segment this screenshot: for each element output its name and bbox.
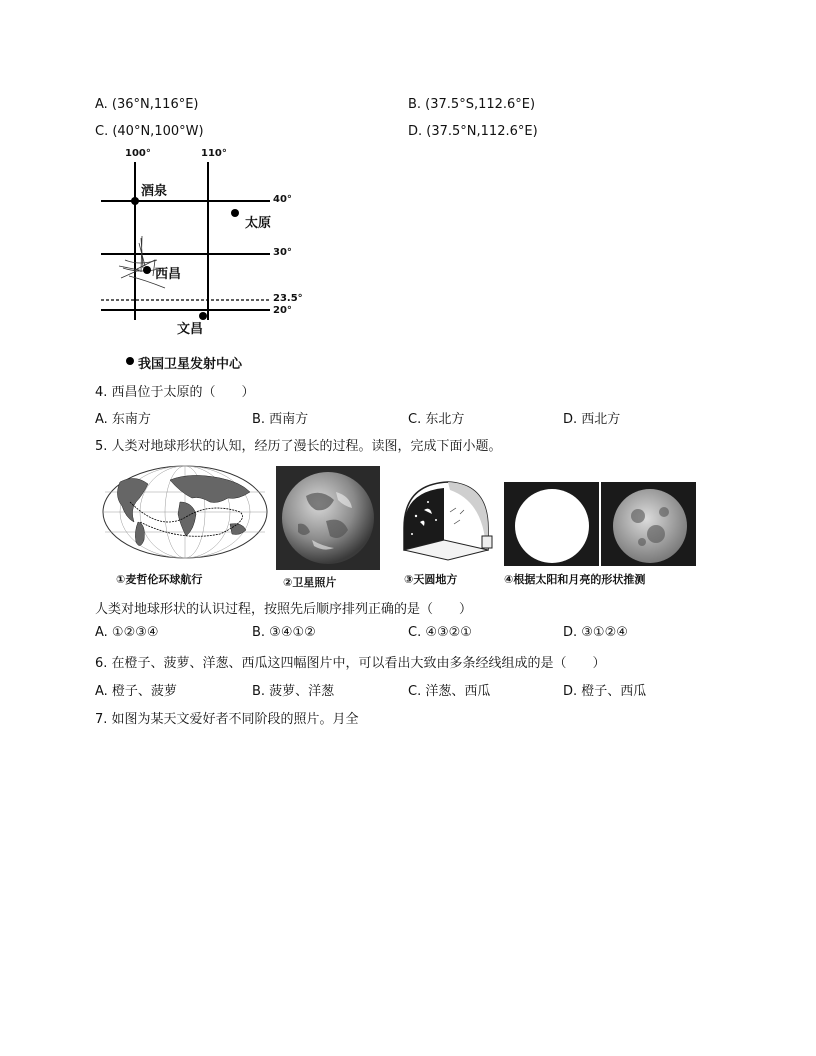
lat-label-30: 30° bbox=[273, 247, 292, 258]
lon-label-110: 110° bbox=[201, 148, 227, 159]
figure-sun-moon bbox=[504, 482, 696, 566]
q4-stem: 4. 西昌位于太原的（ ） bbox=[95, 385, 255, 400]
launch-center-map bbox=[95, 148, 310, 373]
city-xichang: 西昌 bbox=[155, 267, 182, 282]
q4-option-a: A. 东南方 bbox=[95, 412, 151, 427]
caption-1: ①麦哲伦环球航行 bbox=[116, 573, 203, 586]
caption-2: ②卫星照片 bbox=[283, 576, 337, 589]
q5-stem: 人类对地球形状的认识过程，按照先后顺序排列正确的是（ ） bbox=[95, 602, 473, 617]
caption-3: ③天圆地方 bbox=[404, 573, 458, 586]
q3-option-d: D. (37.5°N,112.6°E) bbox=[408, 124, 538, 139]
lon-label-100: 100° bbox=[125, 148, 151, 159]
q5-option-a: A. ①②③④ bbox=[95, 625, 159, 640]
sun-disk bbox=[515, 489, 589, 563]
city-jiuquan: 酒泉 bbox=[141, 184, 168, 199]
dome-image bbox=[398, 472, 494, 566]
q3-option-a: A. (36°N,116°E) bbox=[95, 97, 199, 112]
earth-photo-image bbox=[276, 466, 380, 570]
q6-stem: 6. 在橙子、菠萝、洋葱、西瓜这四幅图片中，可以看出大致由多条经线组成的是（ ） bbox=[95, 656, 606, 671]
figure-magellan bbox=[100, 462, 270, 570]
jiuquan-dot bbox=[131, 197, 139, 205]
q5-intro: 5. 人类对地球形状的认知，经历了漫长的过程。读图，完成下面小题。 bbox=[95, 439, 502, 454]
map-grid-figure bbox=[95, 148, 310, 373]
world-map-image bbox=[100, 462, 270, 570]
q6-option-c: C. 洋葱、西瓜 bbox=[408, 684, 491, 699]
q5-option-b: B. ③④①② bbox=[252, 625, 316, 640]
q3-option-b: B. (37.5°S,112.6°E) bbox=[408, 97, 536, 112]
lat-label-23-5: 23.5° bbox=[273, 293, 303, 304]
lat-label-40: 40° bbox=[273, 194, 292, 205]
lat-label-20: 20° bbox=[273, 305, 292, 316]
q4-option-c: C. 东北方 bbox=[408, 412, 465, 427]
q4-option-d: D. 西北方 bbox=[563, 412, 621, 427]
figure-tianyuan-difang bbox=[398, 472, 494, 566]
q5-option-d: D. ③①②④ bbox=[563, 625, 628, 640]
q7-stem: 7. 如图为某天文爱好者不同阶段的照片。月全 bbox=[95, 712, 359, 727]
q6-option-b: B. 菠萝、洋葱 bbox=[252, 684, 335, 699]
q5-option-c: C. ④③②① bbox=[408, 625, 472, 640]
xichang-dot bbox=[143, 266, 151, 274]
taiyuan-dot bbox=[231, 209, 239, 217]
q3-option-c: C. (40°N,100°W) bbox=[95, 124, 204, 139]
figure-satellite bbox=[276, 466, 380, 570]
caption-4: ④根据太阳和月亮的形状推测 bbox=[504, 573, 646, 586]
q6-option-a: A. 橙子、菠萝 bbox=[95, 684, 177, 699]
map-legend: 我国卫星发射中心 bbox=[138, 357, 243, 372]
legend-dot bbox=[126, 357, 134, 365]
city-wenchang: 文昌 bbox=[177, 322, 204, 337]
q6-option-d: D. 橙子、西瓜 bbox=[563, 684, 647, 699]
city-taiyuan: 太原 bbox=[245, 216, 272, 231]
q4-option-b: B. 西南方 bbox=[252, 412, 309, 427]
sun-moon-image bbox=[504, 482, 696, 566]
moon-disk bbox=[613, 489, 687, 563]
